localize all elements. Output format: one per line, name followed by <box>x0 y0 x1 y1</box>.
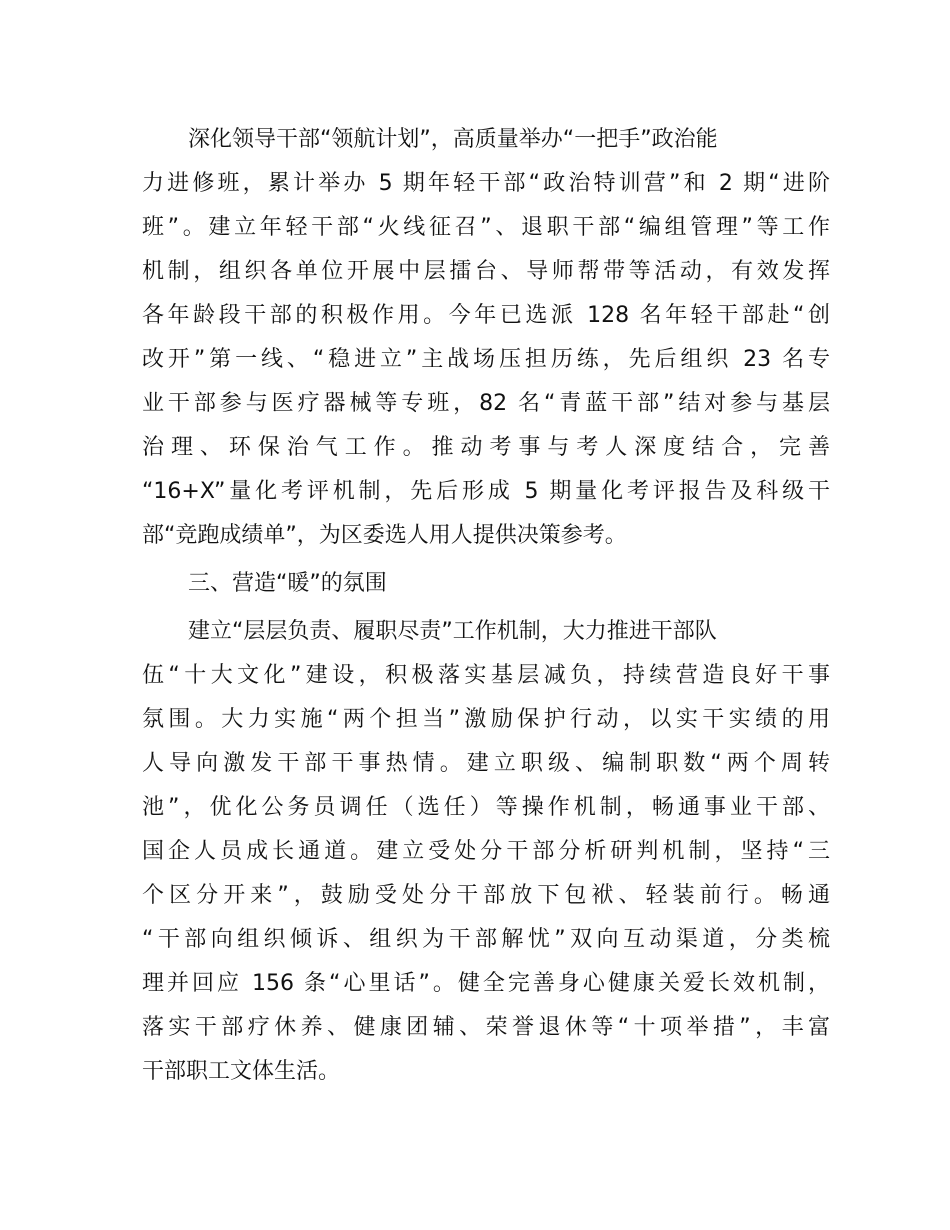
paragraph-line: 改开”第一线、“稳进立”主战场压担历练，先后组织 23 名专 <box>142 347 830 372</box>
paragraph-line: 氛围。大力实施“两个担当”激励保护行动，以实干实绩的用 <box>142 707 830 732</box>
paragraph-line: “干部向组织倾诉、组织为干部解忧”双向互动渠道，分类梳 <box>142 927 830 952</box>
paragraph-line: 治理、环保治气工作。推动考事与考人深度结合，完善 <box>142 435 830 460</box>
paragraph-line: “16+X”量化考评机制，先后形成 5 期量化考评报告及科级干 <box>142 479 830 504</box>
paragraph-line: 力进修班，累计举办 5 期年轻干部“政治特训营”和 2 期“进阶 <box>142 171 830 196</box>
paragraph-line: 建立“层层负责、履职尽责”工作机制，大力推进干部队 <box>188 619 717 644</box>
paragraph-line: 业干部参与医疗器械等专班，82 名“青蓝干部”结对参与基层 <box>142 391 830 416</box>
document-page <box>142 118 830 1094</box>
paragraph-line: 理并回应 156 条“心里话”。健全完善身心健康关爱长效机制， <box>142 971 830 996</box>
paragraph-line: 伍“十大文化”建设，积极落实基层减负，持续营造良好干事 <box>142 663 830 688</box>
paragraph-line: 池”，优化公务员调任（选任）等操作机制，畅通事业干部、 <box>142 795 830 820</box>
paragraph-line: 干部职工文体生活。 <box>142 1059 341 1084</box>
paragraph-line: 人导向激发干部干事热情。建立职级、编制职数“两个周转 <box>142 751 830 776</box>
section-heading: 三、营造“暖”的氛围 <box>188 571 387 596</box>
paragraph-line: 个区分开来”，鼓励受处分干部放下包袱、轻装前行。畅通 <box>142 883 830 908</box>
paragraph-line: 国企人员成长通道。建立受处分干部分析研判机制，坚持“三 <box>142 839 830 864</box>
paragraph-line: 各年龄段干部的积极作用。今年已选派 128 名年轻干部赴“创 <box>142 303 830 328</box>
paragraph-warm-atmosphere <box>142 610 830 1094</box>
paragraph-line: 部“竞跑成绩单”，为区委选人用人提供决策参考。 <box>142 523 627 548</box>
paragraph-line: 机制，组织各单位开展中层擂台、导师帮带等活动，有效发挥 <box>142 259 830 284</box>
paragraph-line: 深化领导干部“领航计划”，高质量举办“一把手”政治能 <box>188 127 718 152</box>
paragraph-line: 落实干部疗休养、健康团辅、荣誉退休等“十项举措”，丰富 <box>142 1015 830 1040</box>
paragraph-leadership-cultivation <box>142 118 830 558</box>
paragraph-line: 班”。建立年轻干部“火线征召”、退职干部“编组管理”等工作 <box>142 215 830 240</box>
